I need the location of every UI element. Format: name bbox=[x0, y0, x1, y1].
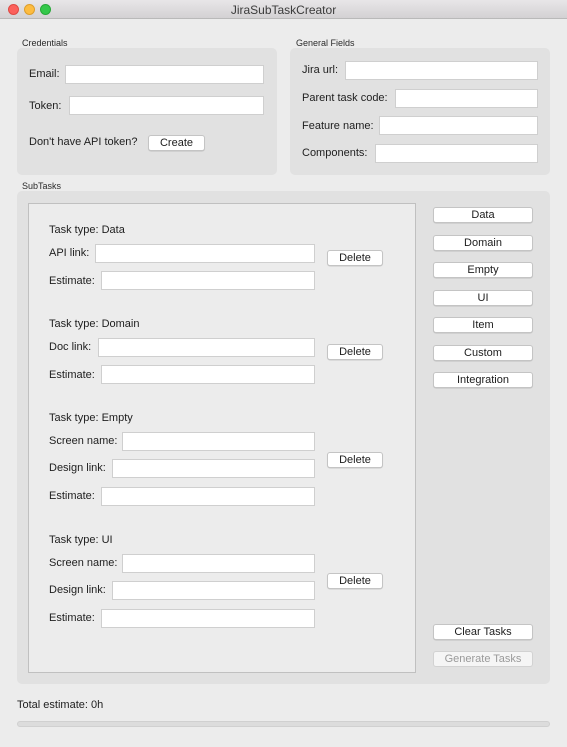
clear-tasks-button[interactable]: Clear Tasks bbox=[433, 624, 533, 640]
add-item-task-button[interactable]: Item bbox=[433, 317, 533, 333]
estimate-field[interactable] bbox=[101, 487, 315, 506]
credentials-panel bbox=[17, 48, 277, 175]
create-token-button[interactable]: Create bbox=[148, 135, 205, 151]
add-ui-task-button[interactable]: UI bbox=[433, 290, 533, 306]
design-link-field[interactable] bbox=[112, 581, 315, 600]
delete-task-button[interactable]: Delete bbox=[327, 573, 383, 589]
delete-task-button[interactable]: Delete bbox=[327, 344, 383, 360]
task-type-label: Task type: Data bbox=[49, 224, 125, 236]
email-field[interactable] bbox=[65, 65, 264, 84]
design-link-field[interactable] bbox=[112, 459, 315, 478]
window-title: JiraSubTaskCreator bbox=[230, 3, 337, 17]
feature-name-field[interactable] bbox=[379, 116, 538, 135]
api-token-prompt: Don't have API token? bbox=[29, 136, 138, 148]
api-link-field[interactable] bbox=[95, 244, 315, 263]
doc-link-label: Doc link: bbox=[49, 341, 92, 353]
add-custom-task-button[interactable]: Custom bbox=[433, 345, 533, 361]
add-empty-task-button[interactable]: Empty bbox=[433, 262, 533, 278]
screen-name-label: Screen name: bbox=[49, 557, 118, 569]
delete-task-button[interactable]: Delete bbox=[327, 452, 383, 468]
parent-task-code-label: Parent task code: bbox=[302, 92, 388, 104]
estimate-label: Estimate: bbox=[49, 275, 95, 287]
general-fields-panel bbox=[290, 48, 550, 175]
task-type-label: Task type: UI bbox=[49, 534, 113, 546]
screen-name-field[interactable] bbox=[122, 554, 315, 573]
delete-task-button[interactable]: Delete bbox=[327, 250, 383, 266]
doc-link-field[interactable] bbox=[98, 338, 315, 357]
generate-tasks-button[interactable]: Generate Tasks bbox=[433, 651, 533, 667]
add-integration-task-button[interactable]: Integration bbox=[433, 372, 533, 388]
design-link-label: Design link: bbox=[49, 584, 106, 596]
estimate-label: Estimate: bbox=[49, 612, 95, 624]
estimate-field[interactable] bbox=[101, 609, 315, 628]
estimate-field[interactable] bbox=[101, 271, 315, 290]
parent-task-code-field[interactable] bbox=[395, 89, 538, 108]
components-label: Components: bbox=[302, 147, 368, 159]
token-field[interactable] bbox=[69, 96, 264, 115]
email-label: Email: bbox=[29, 68, 60, 80]
add-data-task-button[interactable]: Data bbox=[433, 207, 533, 223]
screen-name-field[interactable] bbox=[122, 432, 315, 451]
jira-url-field[interactable] bbox=[345, 61, 538, 80]
subtasks-group-title: SubTasks bbox=[22, 181, 62, 191]
estimate-label: Estimate: bbox=[49, 369, 95, 381]
progress-bar bbox=[17, 721, 550, 727]
token-label: Token: bbox=[29, 100, 62, 112]
general-fields-group-title: General Fields bbox=[296, 38, 355, 48]
estimate-field[interactable] bbox=[101, 365, 315, 384]
credentials-group-title: Credentials bbox=[22, 38, 68, 48]
estimate-label: Estimate: bbox=[49, 490, 95, 502]
api-link-label: API link: bbox=[49, 247, 90, 259]
add-domain-task-button[interactable]: Domain bbox=[433, 235, 533, 251]
task-type-label: Task type: Domain bbox=[49, 318, 140, 330]
total-estimate-label: Total estimate: 0h bbox=[17, 699, 104, 711]
jira-url-label: Jira url: bbox=[302, 64, 339, 76]
feature-name-label: Feature name: bbox=[302, 120, 374, 132]
subtasks-list bbox=[28, 203, 416, 673]
title-bar bbox=[0, 0, 567, 19]
components-field[interactable] bbox=[375, 144, 538, 163]
design-link-label: Design link: bbox=[49, 462, 106, 474]
screen-name-label: Screen name: bbox=[49, 435, 118, 447]
task-type-label: Task type: Empty bbox=[49, 412, 133, 424]
